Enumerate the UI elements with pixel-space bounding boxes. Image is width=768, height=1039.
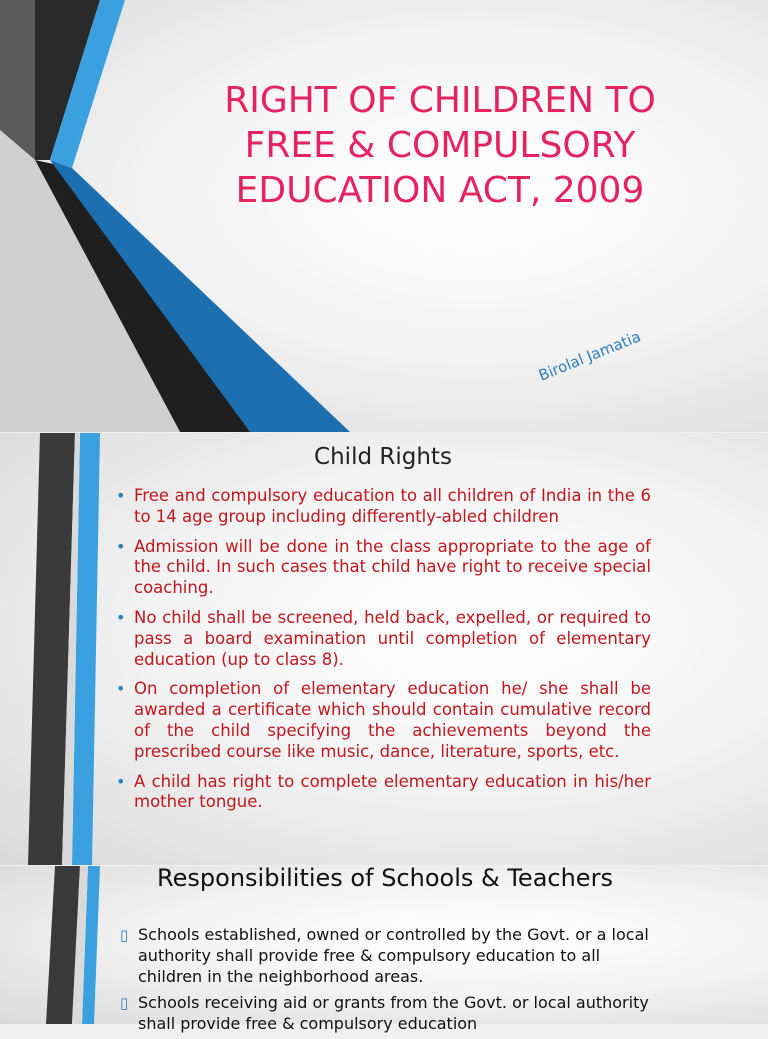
list-item: • No child shall be screened, held back, expelled, or required to pass a board examination until completion of elementary education (up to class 8). xyxy=(116,607,651,669)
list-item: ▯ Schools receiving aid or grants from the Govt. or local authority shall provide free & compulsory education xyxy=(120,993,649,1033)
bullet-icon: • xyxy=(116,536,126,556)
list-item: • A child has right to complete elementary education in his/her mother tongue. xyxy=(116,771,651,812)
checkbox-bullet-icon: ▯ xyxy=(120,994,129,1012)
slide-title: RIGHT OF CHILDREN TO FREE & COMPULSORY EDUCATION ACT, 2009 xyxy=(224,80,656,211)
list-item: • Admission will be done in the class appropriate to the age of the child. In such cases that child have right to receive special coaching. xyxy=(116,536,651,598)
bullet-icon: • xyxy=(116,486,126,505)
list-item: ▯ Schools established, owned or controlled by the Govt. or a local authority shall provide free & compulsory education to all children in the neighborhood areas. xyxy=(120,925,649,986)
title-slide xyxy=(0,0,768,432)
decorative-stripes xyxy=(0,0,768,432)
responsibilities-list xyxy=(120,924,650,1039)
bullet-icon: • xyxy=(116,771,126,791)
child-rights-list xyxy=(116,486,651,822)
checkbox-bullet-icon: ▯ xyxy=(120,926,129,944)
section-heading: Child Rights xyxy=(314,444,452,470)
list-item: • Free and compulsory education to all children of India in the 6 to 14 age group including differently-abled children xyxy=(116,486,651,526)
section-heading: Responsibilities of Schools & Teachers xyxy=(157,864,613,892)
bullet-icon: • xyxy=(116,679,126,699)
author-name: Birolal Jamatia xyxy=(536,327,644,385)
list-item: • On completion of elementary education he/ she shall be awarded a certificate which should contain cumulative record of the child specifying the achievements beyond the prescribed course like music, dance, literature, sports, etc. xyxy=(116,679,651,761)
bullet-icon: • xyxy=(116,607,126,627)
